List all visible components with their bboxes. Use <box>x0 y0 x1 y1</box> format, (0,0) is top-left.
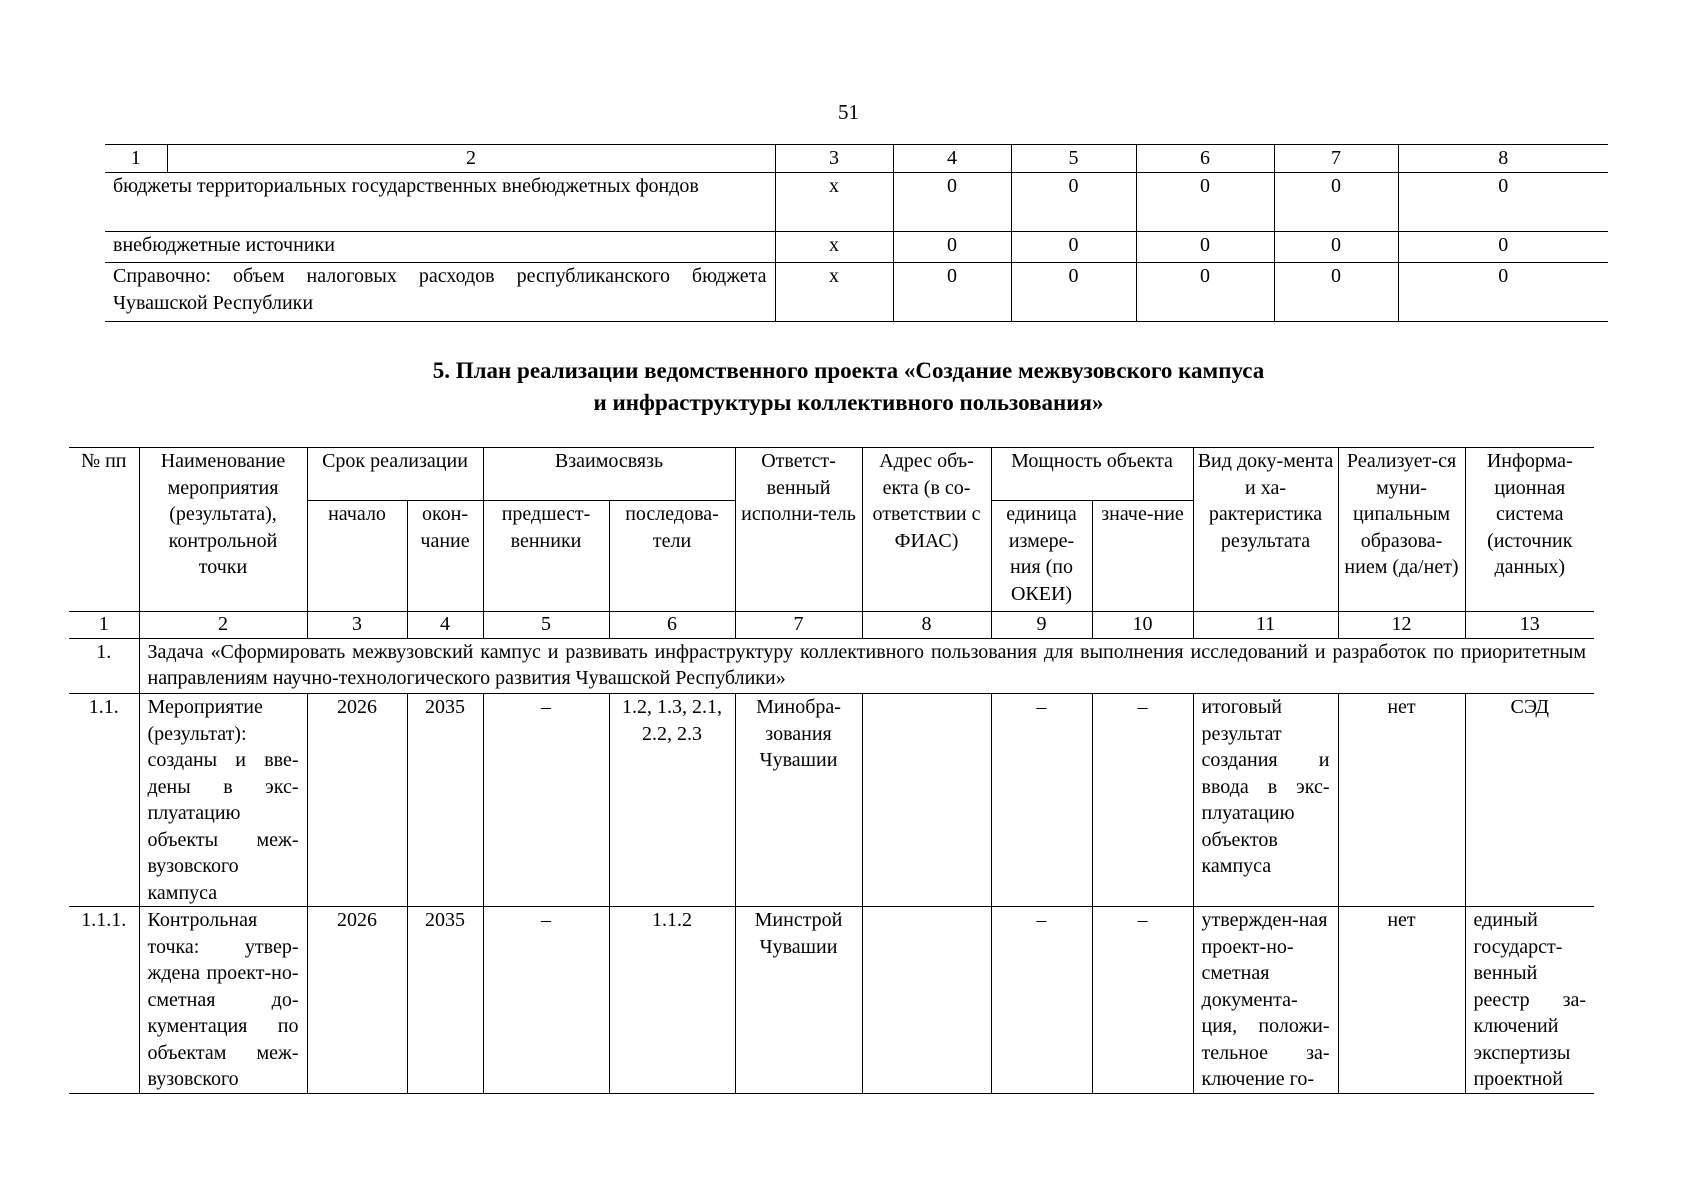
section-title-line: и инфраструктуры коллективного пользования» <box>593 390 1104 415</box>
header-doc-type: Вид доку-мента и ха-рактеристика результата <box>1193 448 1338 612</box>
column-number: 12 <box>1338 612 1465 639</box>
row-unit: – <box>991 907 1092 1094</box>
column-number: 7 <box>1274 145 1398 173</box>
row-next: 1.2, 1.3, 2.1, 2.2, 2.3 <box>609 694 735 907</box>
source-name: бюджеты территориальных государственных внебюджетных фондов <box>105 173 775 232</box>
header-name: Наименование мероприятия (результата), контрольной точки <box>139 448 307 612</box>
table-cell: 0 <box>893 173 1011 232</box>
column-number: 3 <box>307 612 407 639</box>
table-row <box>105 263 1608 322</box>
row-address <box>862 694 991 907</box>
row-prev: – <box>483 694 609 907</box>
header-info-system: Информа-ционная система (источник данных) <box>1465 448 1594 612</box>
header-address: Адрес объ-екта (в со-ответствии с ФИАС) <box>862 448 991 612</box>
column-number: 9 <box>991 612 1092 639</box>
column-number: 6 <box>1136 145 1274 173</box>
task-text: Задача «Сформировать межвузовский кампус и развивать инфраструктуру коллективного пользования для выполнения исследований и разработок по приоритетным направлениям научно-технологического развития Чувашской Республики» <box>139 639 1594 694</box>
row-value: – <box>1092 907 1193 1094</box>
table-cell: 0 <box>1136 263 1274 322</box>
row-next: 1.1.2 <box>609 907 735 1094</box>
column-number: 2 <box>167 145 775 173</box>
column-number: 8 <box>862 612 991 639</box>
row-num: 1.1. <box>69 694 139 907</box>
table-cell: 0 <box>1398 173 1608 232</box>
header-capacity-value: значе-ние <box>1092 501 1193 612</box>
column-number: 2 <box>139 612 307 639</box>
table-cell: 0 <box>1274 232 1398 263</box>
plan-table <box>69 447 1594 1094</box>
table-row <box>105 173 1608 232</box>
row-unit: – <box>991 694 1092 907</box>
column-number: 6 <box>609 612 735 639</box>
column-number: 10 <box>1092 612 1193 639</box>
table-cell: 0 <box>893 232 1011 263</box>
table-cell: 0 <box>1136 173 1274 232</box>
section-title-line: 5. План реализации ведомственного проекта «Создание межвузовского кампуса <box>432 358 1265 383</box>
row-end: 2035 <box>407 907 483 1094</box>
table-cell: 0 <box>1011 173 1136 232</box>
table-cell: х <box>775 173 893 232</box>
row-value: – <box>1092 694 1193 907</box>
column-number: 13 <box>1465 612 1594 639</box>
row-prev: – <box>483 907 609 1094</box>
header-capacity-unit: единица измере-ния (по ОКЕИ) <box>991 501 1092 612</box>
row-municipal: нет <box>1338 694 1465 907</box>
header-responsible: Ответст-венный исполни-тель <box>735 448 862 612</box>
financing-table <box>105 144 1608 322</box>
table-cell: 0 <box>1136 232 1274 263</box>
header-term-end: окон-чание <box>407 501 483 612</box>
row-municipal: нет <box>1338 907 1465 1094</box>
table-cell: х <box>775 232 893 263</box>
table-cell: 0 <box>1398 232 1608 263</box>
header-municipal: Реализует-ся муни-ципальным образова-нием (да/нет) <box>1338 448 1465 612</box>
header-num: № пп <box>69 448 139 612</box>
column-number: 1 <box>69 612 139 639</box>
row-start: 2026 <box>307 694 407 907</box>
header-term-start: начало <box>307 501 407 612</box>
table-cell: 0 <box>893 263 1011 322</box>
table-cell: 0 <box>1274 173 1398 232</box>
header-term: Срок реализации <box>307 448 483 501</box>
header-link-next: последова-тели <box>609 501 735 612</box>
header-link-prev: предшест-венники <box>483 501 609 612</box>
header-capacity: Мощность объекта <box>991 448 1193 501</box>
header-link: Взаимосвязь <box>483 448 735 501</box>
table-cell: 0 <box>1274 263 1398 322</box>
column-number: 4 <box>893 145 1011 173</box>
row-info: СЭД <box>1465 694 1594 907</box>
column-number: 3 <box>775 145 893 173</box>
row-start: 2026 <box>307 907 407 1094</box>
table-cell: 0 <box>1398 263 1608 322</box>
task-num: 1. <box>69 639 139 694</box>
row-num: 1.1.1. <box>69 907 139 1094</box>
header-row <box>69 448 1594 501</box>
table-cell: х <box>775 263 893 322</box>
row-address <box>862 907 991 1094</box>
column-number: 7 <box>735 612 862 639</box>
column-number: 1 <box>105 145 167 173</box>
table-row <box>69 907 1594 1094</box>
column-numbers-row <box>69 612 1594 639</box>
page-number: 51 <box>838 100 859 124</box>
column-numbers-row <box>105 145 1608 173</box>
column-number: 5 <box>1011 145 1136 173</box>
column-number: 5 <box>483 612 609 639</box>
table-cell: 0 <box>1011 232 1136 263</box>
row-name: Мероприятие (результат): созданы и вве-дены в экс-плуатацию объекты меж-вузовского кампуса <box>139 694 307 907</box>
source-name: Справочно: объем налоговых расходов республиканского бюджета Чувашской Республики <box>105 263 775 322</box>
row-info: единый государст-венный реестр за-ключений экспертизы проектной <box>1465 907 1594 1094</box>
row-name: Контрольная точка: утвер-ждена проект-но-сметная до-кументация по объектам меж-вузовского <box>139 907 307 1094</box>
row-end: 2035 <box>407 694 483 907</box>
row-doc: итоговый результат создания и ввода в экс-плуатацию объектов кампуса <box>1193 694 1338 907</box>
column-number: 4 <box>407 612 483 639</box>
row-responsible: Минстрой Чувашии <box>735 907 862 1094</box>
row-responsible: Минобра-зования Чувашии <box>735 694 862 907</box>
table-row <box>69 694 1594 907</box>
section-title <box>0 355 1697 419</box>
table-row <box>105 232 1608 263</box>
column-number: 8 <box>1398 145 1608 173</box>
source-name: внебюджетные источники <box>105 232 775 263</box>
column-number: 11 <box>1193 612 1338 639</box>
task-row <box>69 639 1594 694</box>
table-cell: 0 <box>1011 263 1136 322</box>
row-doc: утвержден-ная проект-но-сметная документа-ция, положи-тельное за-ключение го- <box>1193 907 1338 1094</box>
